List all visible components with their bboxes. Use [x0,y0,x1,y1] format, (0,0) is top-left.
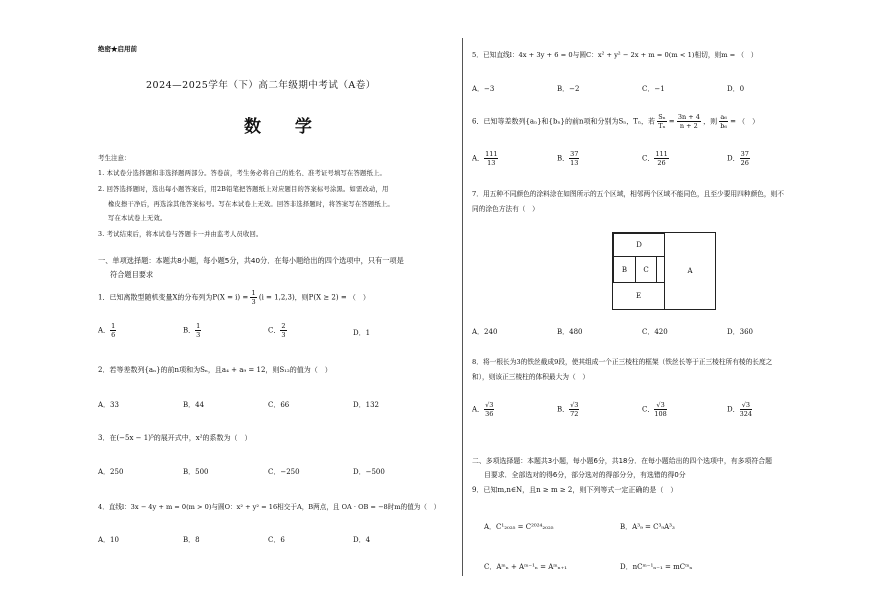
question-2: 2．若等差数列{aₙ}的前n项和为Sₙ，且a₄ + a₉ = 12，则S₁₂的值为（ ） [98,366,332,374]
notes-heading: 考生注意： [98,154,131,162]
q1-option-b: B． $\frac{1}{3}$ [183,322,201,339]
q8-option-a: A． $\frac{√3}{36}$ [472,401,494,418]
question-8-cont: 和），则该正三棱柱的体积最大为（ ） [472,373,590,381]
q4-option-d: D．4 [353,536,371,544]
note-3: 3. 考试结束后，将本试卷与答题卡一并由监考人员收回。 [98,231,263,238]
q1-text-a: 1．已知离散型随机变量X的分布列为P(X = i) = [98,293,249,302]
region-b: B [613,256,636,283]
q2-option-c: C．66 [268,401,290,409]
section2-heading-cont: 目要求．全部选对的得6分，部分选对的得部分分，有选错的得0分 [484,471,686,479]
q8-option-b: B． $\frac{√3}{72}$ [557,401,579,418]
note-2-cont: 橡皮擦干净后，再选涂其他答案标号。写在本试卷上无效。回答非选择题时，将答案写在答题纸上。 [108,201,394,208]
exam-title: 2024—2025学年（下）高二年级期中考试（A卷） [146,80,376,91]
q4-option-a: A．10 [98,536,119,544]
q7-option-b: B．480 [557,328,583,336]
q1-option-c: C． $\frac{2}{3}$ [268,322,286,339]
question-7-cont: 同的涂色方法有（ ） [472,205,539,213]
q9-option-a: A．C¹₂₀₂₅ = C²⁰²⁴₂₀₂₅ [484,523,554,531]
q5-option-a: A．−3 [472,85,495,93]
question-5: 5．已知直线l：4x + 3y + 6 = 0与圆C：x² + y² − 2x + m = 0(m < 1)相切，则m = （ ） [472,51,758,59]
q7-option-c: C．420 [642,328,668,336]
q6-option-c: C． $\frac{111}{26}$ [642,150,668,167]
secret-label: 绝密★启用前 [98,45,137,53]
q9-option-c: C．Aᵐₙ + Aᵐ⁻¹ₙ = Aᵐₙ₊₁ [484,563,568,571]
column-divider [462,38,463,576]
q1-option-a: A． $\frac{1}{6}$ [98,322,116,339]
q5-option-b: B．−2 [557,85,580,93]
region-diagram [612,232,716,310]
q8-option-c: C． $\frac{√3}{108}$ [642,401,667,418]
note-2-end: 写在本试卷上无效。 [108,215,167,222]
q3-option-c: C．−250 [268,468,300,476]
question-8: 8．将一根长为3的铁丝截成9段，使其组成一个正三棱柱的框架（铁丝长等于正三棱柱所有棱的长度之 [472,358,773,366]
region-a: A [664,233,715,309]
note-2: 2. 回答选择题时，选出每小题答案后，用2B铅笔把答题纸上对应题目的答案标号涂黑。如需改动，用 [98,186,389,193]
q6-option-b: B． $\frac{37}{13}$ [557,150,579,167]
q5-option-d: D．0 [727,85,745,93]
region-d: D [613,233,665,257]
section2-heading: 二、多项选择题：本题共3小题，每小题6分，共18分．在每小题给出的四个选项中，有多项符合题 [472,457,773,465]
q8-option-d: D． $\frac{√3}{324}$ [727,401,753,418]
section1-heading-cont: 符合题目要求 [110,270,154,279]
q4-option-b: B．8 [183,536,200,544]
question-3: 3．在(−5x − 1)⁵的展开式中，x²的系数为（ ） [98,434,252,442]
q3-option-a: A．250 [98,468,124,476]
q4-option-c: C．6 [268,536,285,544]
q9-option-d: D．nCᵐ⁻¹ₙ₋₁ = mCᵐₙ [620,563,693,571]
question-4: 4．直线l：3x − 4y + m = 0(m > 0)与圆O：x² + y² = 16相交于A，B两点，且 OA · OB = −8时m的值为（ ） [98,503,441,511]
q6-option-a: A． $\frac{111}{13}$ [472,150,498,167]
q5-option-c: C．−1 [642,85,665,93]
q9-option-b: B．A³₉ = C³₉A³₃ [620,523,675,531]
q1-text-b: (i = 1,2,3)，则P(X ≥ 2) = （ ） [258,293,370,302]
question-6: 6．已知等差数列{aₙ}和{bₙ}的前n项和分别为Sₙ，Tₙ，若 $\frac{\text{Sₙ}}{\text{Tₙ}}$ = $\frac{3n + 4}{n + 2}$ ，则 $\frac{\text{a₆}}{\text{b₆}}$ = （ ） [472,113,760,130]
question-9: 9．已知m,n∈N，且n ≥ m ≥ 2，则下列等式一定正确的是（ ） [472,486,678,494]
q2-option-d: D．132 [353,401,379,409]
q1-option-d: D．1 [353,329,371,337]
note-1: 1. 本试卷分选择题和非选择题两部分。答卷前，考生务必将自己的姓名、准考证号填写在答题纸上。 [98,170,386,177]
region-c: C [635,256,657,283]
region-e: E [613,282,665,309]
question-7: 7．用五种不同颜色的涂料涂在如图所示的五个区域，相邻两个区域不能同色，且至少要用四种颜色，则不 [472,190,784,198]
subject-title: 数 学 [244,117,326,137]
q7-option-a: A．240 [472,328,498,336]
q3-option-d: D．−500 [353,468,385,476]
q6-option-d: D． $\frac{37}{26}$ [727,150,749,167]
q7-option-d: D．360 [727,328,753,336]
q2-option-a: A．33 [98,401,119,409]
section1-heading: 一、单项选择题：本题共8小题，每小题5分，共40分．在每小题给出的四个选项中，只有一项是 [98,256,404,265]
q2-option-b: B．44 [183,401,205,409]
q3-option-b: B．500 [183,468,209,476]
q1-fraction: $\frac{1}{3}$ [251,289,256,306]
question-1 [98,289,370,306]
